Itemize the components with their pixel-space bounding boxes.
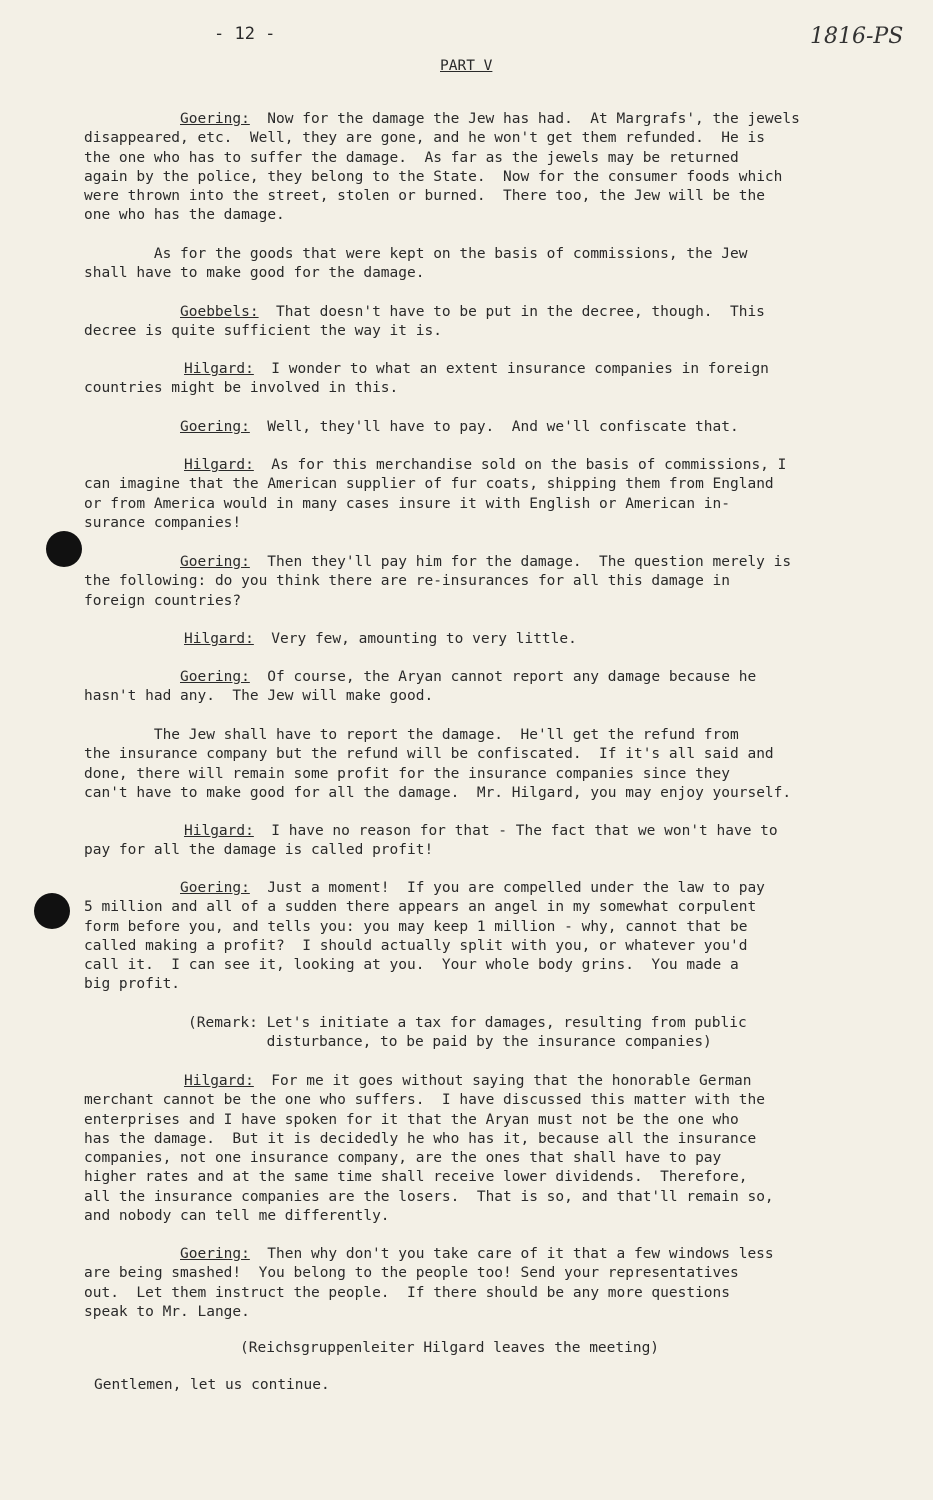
- speaker-name: Hilgard:: [184, 1073, 254, 1089]
- text-line: shall have to make good for the damage.: [84, 265, 425, 282]
- line-text: Then they'll pay him for the damage. The question merely is: [249, 554, 792, 570]
- text-line: pay for all the damage is called profit!: [84, 842, 434, 859]
- text-line: Gentlemen, let us continue.: [94, 1377, 330, 1393]
- text-line: disturbance, to be paid by the insurance companies): [188, 1034, 712, 1051]
- text-line: form before you, and tells you: you may keep 1 million - why, cannot that be: [84, 918, 748, 935]
- text-line: [84, 303, 765, 322]
- text-line: [84, 630, 577, 649]
- text-line: hasn't had any. The Jew will make good.: [84, 688, 434, 705]
- paragraph: [240, 1339, 659, 1358]
- text-line: big profit.: [84, 976, 181, 993]
- text-line: enterprises and I have spoken for it that the Aryan must not be the one who: [84, 1111, 739, 1128]
- line-text: For me it goes without saying that the honorable German: [253, 1073, 752, 1089]
- line-text: Then why don't you take care of it that a few windows less: [249, 1246, 774, 1262]
- paragraph: [188, 1014, 747, 1053]
- paragraph: [84, 1072, 774, 1226]
- text-line: 5 million and all of a sudden there appears an angel in my somewhat corpulent: [84, 899, 757, 916]
- paragraph: [94, 1376, 330, 1395]
- text-line: call it. I can see it, looking at you. Your whole body grins. You made a: [84, 957, 739, 974]
- speaker-name: Goering:: [180, 554, 250, 570]
- line-text: Now for the damage the Jew has had. At Margrafs', the jewels: [249, 111, 800, 127]
- speaker-name: Goering:: [180, 1246, 250, 1262]
- paragraph: [84, 630, 577, 649]
- text-line: can imagine that the American supplier of fur coats, shipping them from England: [84, 476, 774, 493]
- text-line: one who has the damage.: [84, 207, 285, 224]
- line-text: Well, they'll have to pay. And we'll confiscate that.: [249, 419, 739, 435]
- speaker-name: Goering:: [180, 111, 250, 127]
- text-line: companies, not one insurance company, are the ones that shall have to pay: [84, 1150, 722, 1167]
- text-line: were thrown into the street, stolen or burned. There too, the Jew will be the: [84, 188, 765, 205]
- paragraph: [84, 822, 778, 861]
- text-line: the one who has to suffer the damage. As far as the jewels may be returned: [84, 149, 739, 166]
- text-line: countries might be involved in this.: [84, 380, 399, 397]
- text-line: are being smashed! You belong to the people too! Send your representatives: [84, 1265, 739, 1282]
- text-line: done, there will remain some profit for the insurance companies since they: [84, 765, 731, 782]
- text-line: [84, 418, 739, 437]
- speaker-name: Goebbels:: [180, 304, 259, 320]
- punch-hole-bottom: [34, 893, 70, 929]
- text-line: [84, 1072, 774, 1091]
- speaker-name: Hilgard:: [184, 631, 254, 647]
- speaker-name: Hilgard:: [184, 361, 254, 377]
- text-line: [84, 1245, 774, 1264]
- paragraph: [84, 303, 765, 342]
- line-text: Just a moment! If you are compelled under the law to pay: [249, 880, 765, 896]
- text-line: (Reichsgruppenleiter Hilgard leaves the meeting): [240, 1340, 660, 1356]
- text-line: decree is quite sufficient the way it is.: [84, 323, 442, 340]
- line-text: Very few, amounting to very little.: [253, 631, 577, 647]
- line-text: Of course, the Aryan cannot report any damage because he: [249, 669, 757, 685]
- text-line: or from America would in many cases insure it with English or American in-: [84, 495, 731, 512]
- speaker-name: Hilgard:: [184, 823, 254, 839]
- text-line: higher rates and at the same time shall receive lower dividends. Therefore,: [84, 1169, 748, 1186]
- paragraph: [84, 879, 765, 995]
- text-line: [84, 668, 756, 687]
- paragraph: [84, 553, 791, 611]
- text-line: out. Let them instruct the people. If there should be any more questions: [84, 1284, 731, 1301]
- text-line: merchant cannot be the one who suffers. I have discussed this matter with the: [84, 1092, 765, 1109]
- line-text: I wonder to what an extent insurance companies in foreign: [253, 361, 769, 377]
- page-number: - 12 -: [214, 24, 276, 44]
- text-line: again by the police, they belong to the State. Now for the consumer foods which: [84, 168, 783, 185]
- paragraph: [84, 418, 739, 437]
- document-reference: 1816-PS: [810, 24, 904, 49]
- paragraph: [84, 245, 747, 284]
- text-line: disappeared, etc. Well, they are gone, and he won't get them refunded. He is: [84, 130, 765, 147]
- paragraph: [84, 1245, 774, 1322]
- text-line: As for the goods that were kept on the basis of commissions, the Jew: [84, 246, 748, 262]
- paragraph: [84, 456, 786, 533]
- paragraph: [84, 726, 791, 803]
- text-line: and nobody can tell me differently.: [84, 1208, 390, 1225]
- text-line: [84, 553, 791, 572]
- text-line: foreign countries?: [84, 592, 242, 609]
- text-line: [84, 360, 769, 379]
- part-title: PART V: [440, 58, 493, 74]
- paragraph: [84, 668, 756, 707]
- text-line: [84, 879, 765, 898]
- text-line: surance companies!: [84, 514, 242, 531]
- speaker-name: Goering:: [180, 419, 250, 435]
- speaker-name: Goering:: [180, 669, 250, 685]
- text-line: all the insurance companies are the losers. That is so, and that'll remain so,: [84, 1188, 774, 1205]
- text-line: the insurance company but the refund will be confiscated. If it's all said and: [84, 746, 774, 763]
- speaker-name: Goering:: [180, 880, 250, 896]
- line-text: As for this merchandise sold on the basis of commissions, I: [253, 457, 787, 473]
- paragraph: [84, 360, 769, 399]
- text-line: [84, 822, 778, 841]
- text-line: can't have to make good for all the damage. Mr. Hilgard, you may enjoy yourself.: [84, 784, 792, 801]
- speaker-name: Hilgard:: [184, 457, 254, 473]
- line-text: That doesn't have to be put in the decree, though. This: [258, 304, 765, 320]
- text-line: called making a profit? I should actually split with you, or whatever you'd: [84, 937, 748, 954]
- text-line: The Jew shall have to report the damage. He'll get the refund from: [84, 727, 739, 743]
- text-line: (Remark: Let's initiate a tax for damages, resulting from public: [188, 1015, 747, 1031]
- text-line: [84, 110, 800, 129]
- text-line: speak to Mr. Lange.: [84, 1303, 250, 1320]
- punch-hole-top: [46, 531, 82, 567]
- text-line: the following: do you think there are re-insurances for all this damage in: [84, 573, 731, 590]
- line-text: I have no reason for that - The fact that we won't have to: [253, 823, 778, 839]
- paragraph: [84, 110, 800, 226]
- text-line: [84, 456, 786, 475]
- text-line: has the damage. But it is decidedly he who has it, because all the insurance: [84, 1130, 757, 1147]
